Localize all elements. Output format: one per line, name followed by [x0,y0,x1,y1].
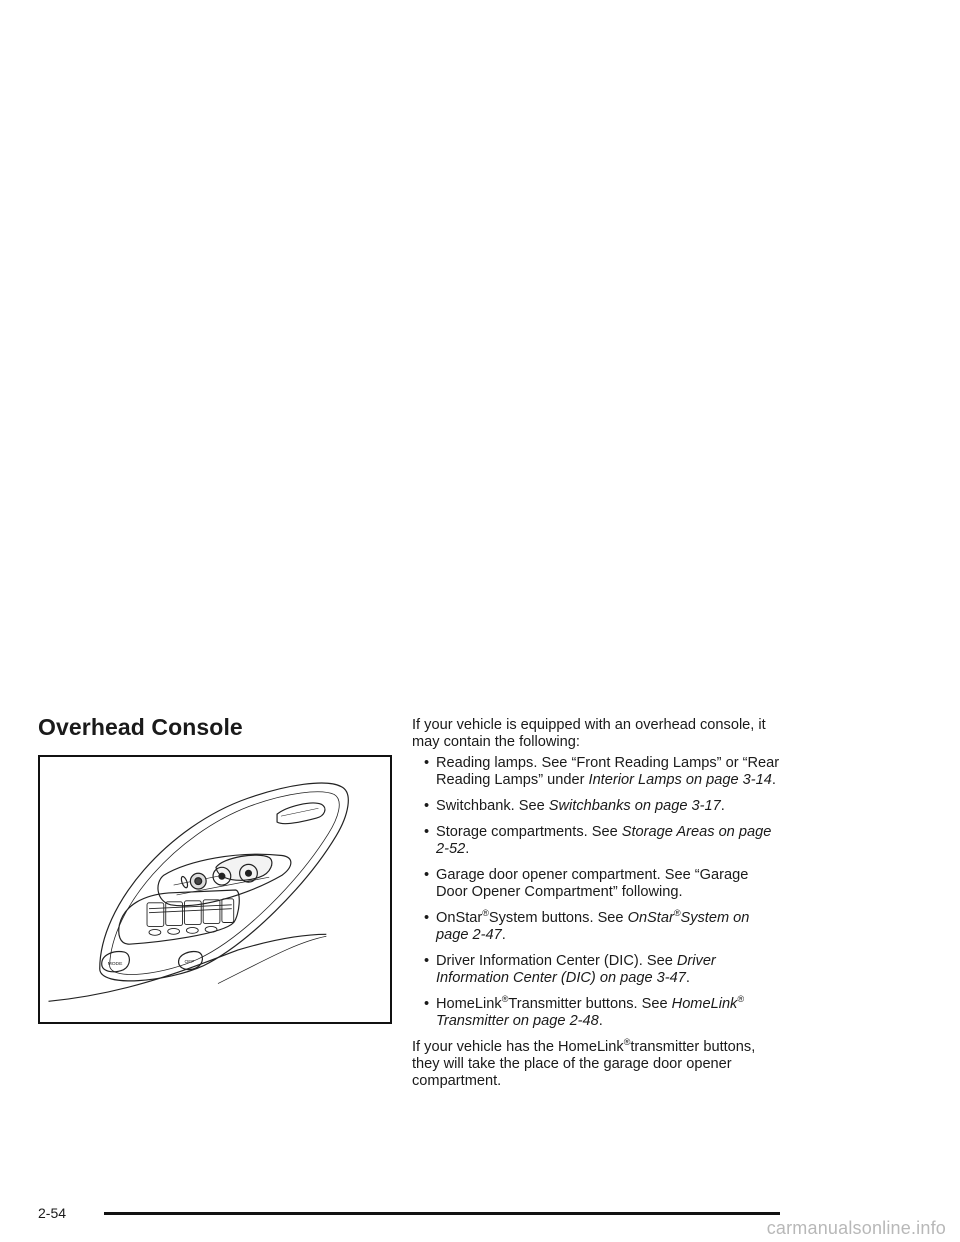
bullet-icon: • [424,953,430,969]
cross-reference: Driver Information Center (DIC) on page 3-47 [436,953,716,986]
cross-reference: Interior Lamps on page 3-14 [588,772,772,788]
intro-paragraph: If your vehicle is equipped with an overhead console, it may contain the following: [412,717,766,750]
list-item: • Driver Information Center (DIC). See Driver Information Center (DIC) on page 3-47. [424,953,716,986]
overhead-console-illustration [40,757,390,1022]
bullet-icon: • [424,755,430,771]
bullet-icon: • [424,798,430,814]
bullet-icon: • [424,910,430,926]
list-item: • Switchbank. See Switchbanks on page 3-17. [424,798,725,814]
cross-reference: HomeLink® Transmitter on page 2-48 [436,994,744,1029]
body-column [412,717,782,1090]
mode-button-label: MODE [107,961,123,967]
overhead-console-figure [38,755,392,1024]
feature-list [412,755,782,1030]
list-item: • OnStar®System buttons. See OnStar®System on page 2-47. [424,908,750,943]
footer-rule [104,1212,780,1215]
off-button-label: OFF [184,959,195,965]
list-item: • Storage compartments. See Storage Areas on page 2-52. [424,824,772,857]
page-number: 2-54 [38,1205,67,1221]
bullet-icon: • [424,824,430,840]
bullet-icon: • [424,867,430,883]
section-heading: Overhead Console [38,714,243,740]
cross-reference: Switchbanks on page 3-17 [548,798,721,814]
closing-paragraph: If your vehicle has the HomeLink®transmitter buttons, they will take the place of the garage door opener compartment. [412,1037,756,1089]
watermark: carmanualsonline.info [766,1218,946,1238]
list-item: • Garage door opener compartment. See “Garage Door Opener Compartment” following. [424,867,749,900]
list-item: • Reading lamps. See “Front Reading Lamps” or “Rear Reading Lamps” under Interior Lamps on page 3-14. [424,755,780,788]
cross-reference: OnStar®System on page 2-47 [436,908,750,943]
list-item: • HomeLink®Transmitter buttons. See HomeLink® Transmitter on page 2-48. [424,994,744,1029]
cross-reference: Storage Areas on page 2-52 [436,824,772,857]
bullet-icon: • [424,996,430,1012]
